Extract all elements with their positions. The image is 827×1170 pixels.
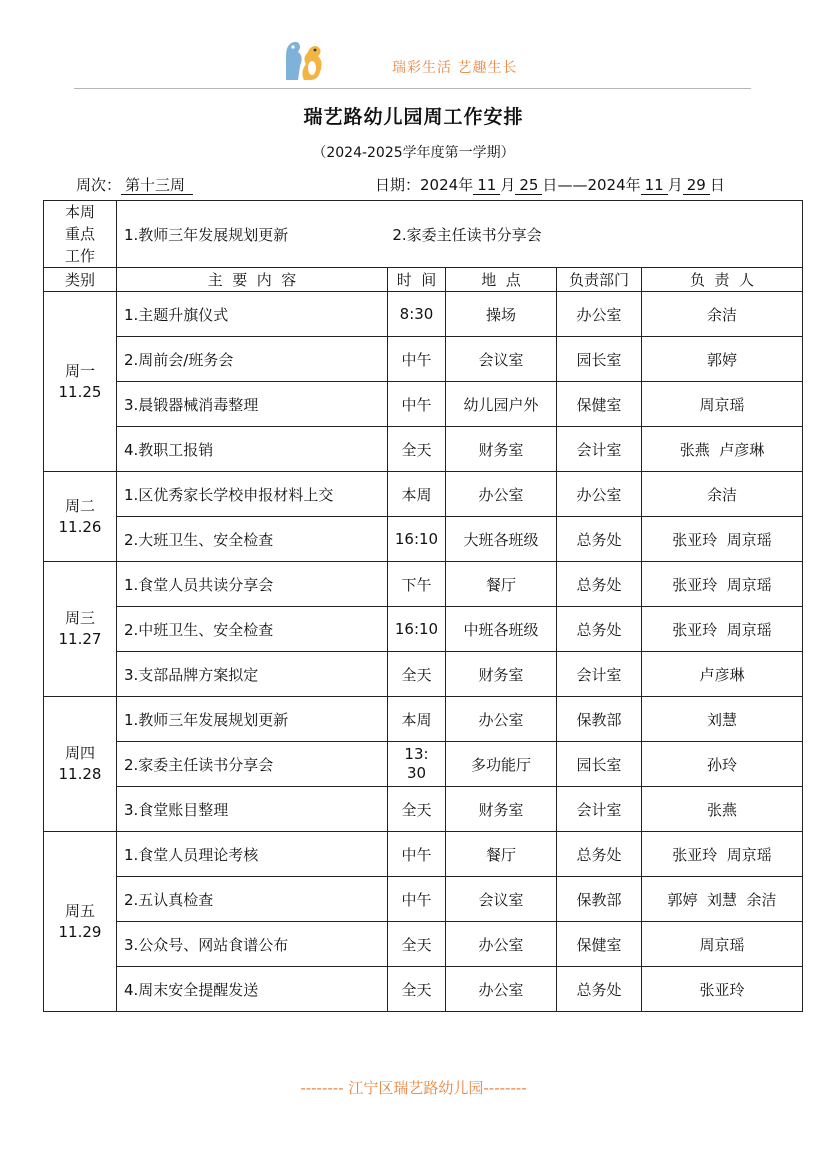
task-dept: 园长室 xyxy=(557,337,642,382)
table-row xyxy=(44,517,803,562)
task-person: 张亚玲 xyxy=(642,967,803,1012)
task-dept: 会计室 xyxy=(557,787,642,832)
task-place: 财务室 xyxy=(446,427,557,472)
day-date: 11.29 xyxy=(58,922,102,941)
day-name: 周一 xyxy=(64,361,95,380)
semester-subtitle: （2024-2025学年度第一学期） xyxy=(312,145,515,161)
task-person: 郭婷 xyxy=(642,337,803,382)
task-dept: 保教部 xyxy=(557,877,642,922)
table-row xyxy=(44,832,803,877)
task-content: 3.公众号、网站食谱公布 xyxy=(117,922,388,967)
day-name: 周三 xyxy=(64,609,95,627)
task-person: 张燕 xyxy=(642,787,803,832)
table-header-row xyxy=(44,268,803,292)
header-content: 主 要 内 容 xyxy=(117,268,388,292)
task-place: 财务室 xyxy=(446,652,557,697)
task-content: 4.周末安全提醒发送 xyxy=(117,967,388,1012)
table-row xyxy=(44,742,803,787)
start-day: 25 xyxy=(515,176,542,195)
task-content: 1.主题升旗仪式 xyxy=(117,292,388,337)
task-time: 16:10 xyxy=(388,607,446,652)
task-place: 多功能厅 xyxy=(446,742,557,787)
task-place: 幼儿园户外 xyxy=(446,382,557,427)
task-time: 中午 xyxy=(388,382,446,427)
task-place: 办公室 xyxy=(446,472,557,517)
header-divider xyxy=(74,88,751,89)
month-char: 月 xyxy=(667,176,683,194)
task-time: 中午 xyxy=(388,832,446,877)
task-dept: 办公室 xyxy=(557,472,642,517)
day-cell xyxy=(44,832,117,1012)
task-content: 1.食堂人员理论考核 xyxy=(117,832,388,877)
task-time: 本周 xyxy=(388,472,446,517)
school-slogan: 瑞彩生活 艺趣生长 xyxy=(392,60,518,76)
day-date: 11.25 xyxy=(58,382,102,401)
task-person: 张亚玲 周京瑶 xyxy=(642,562,803,607)
task-content: 2.周前会/班务会 xyxy=(117,337,388,382)
table-row xyxy=(44,292,803,337)
day-cell xyxy=(44,697,117,832)
task-content: 1.食堂人员共读分享会 xyxy=(117,562,388,607)
task-time: 本周 xyxy=(388,697,446,742)
task-time-line: 30 xyxy=(406,764,427,782)
table-row xyxy=(44,877,803,922)
task-time: 全天 xyxy=(388,922,446,967)
focus-label-line: 工作 xyxy=(64,247,95,265)
task-time: 全天 xyxy=(388,427,446,472)
table-row xyxy=(44,382,803,427)
footer-school-name: -------- 江宁区瑞艺路幼儿园-------- xyxy=(300,1079,527,1097)
day-name: 周二 xyxy=(64,496,95,515)
header-place: 地 点 xyxy=(446,268,557,292)
task-place: 办公室 xyxy=(446,967,557,1012)
table-row xyxy=(44,967,803,1012)
header-category: 类别 xyxy=(44,268,117,292)
task-content: 2.五认真检查 xyxy=(117,877,388,922)
day-cell xyxy=(44,292,117,472)
task-time xyxy=(388,742,446,787)
task-dept: 保教部 xyxy=(557,697,642,742)
task-dept: 总务处 xyxy=(557,517,642,562)
task-person: 余洁 xyxy=(642,472,803,517)
week-value: 第十三周 xyxy=(121,176,193,195)
range-separator: —— xyxy=(557,176,588,194)
focus-label-line: 本周 xyxy=(64,203,95,221)
table-row xyxy=(44,922,803,967)
task-place: 中班各班级 xyxy=(446,607,557,652)
start-month: 11 xyxy=(473,176,500,195)
day-date: 11.27 xyxy=(58,630,102,648)
task-dept: 会计室 xyxy=(557,427,642,472)
task-dept: 保健室 xyxy=(557,382,642,427)
task-content: 2.中班卫生、安全检查 xyxy=(117,607,388,652)
task-content: 3.支部品牌方案拟定 xyxy=(117,652,388,697)
task-content: 3.晨锻器械消毒整理 xyxy=(117,382,388,427)
task-content: 1.区优秀家长学校申报材料上交 xyxy=(117,472,388,517)
focus-row xyxy=(44,201,803,268)
task-time: 中午 xyxy=(388,337,446,382)
year-char: 年 xyxy=(458,176,474,194)
task-place: 餐厅 xyxy=(446,562,557,607)
week-info xyxy=(76,174,193,195)
end-day: 29 xyxy=(683,176,710,195)
task-content: 2.大班卫生、安全检查 xyxy=(117,517,388,562)
task-place: 财务室 xyxy=(446,787,557,832)
date-range xyxy=(375,174,725,195)
task-dept: 园长室 xyxy=(557,742,642,787)
focus-item: 2.家委主任读书分享会 xyxy=(392,225,542,244)
table-row xyxy=(44,472,803,517)
day-name: 周五 xyxy=(64,901,95,920)
task-person: 周京瑶 xyxy=(642,922,803,967)
task-time: 全天 xyxy=(388,787,446,832)
task-dept: 总务处 xyxy=(557,607,642,652)
weekly-schedule-table xyxy=(43,200,803,1012)
task-time: 16:10 xyxy=(388,517,446,562)
table-row xyxy=(44,787,803,832)
task-place: 办公室 xyxy=(446,697,557,742)
task-dept: 总务处 xyxy=(557,832,642,877)
day-date: 11.28 xyxy=(58,765,102,783)
day-char: 日 xyxy=(709,176,725,194)
task-place: 大班各班级 xyxy=(446,517,557,562)
task-place: 办公室 xyxy=(446,922,557,967)
task-person: 张亚玲 周京瑶 xyxy=(642,832,803,877)
task-person: 周京瑶 xyxy=(642,382,803,427)
focus-label xyxy=(44,201,117,268)
task-time: 全天 xyxy=(388,652,446,697)
table-row xyxy=(44,652,803,697)
task-person: 张燕 卢彦琳 xyxy=(642,427,803,472)
day-cell xyxy=(44,562,117,697)
table-row xyxy=(44,427,803,472)
task-person: 张亚玲 周京瑶 xyxy=(642,517,803,562)
header-dept: 负责部门 xyxy=(557,268,642,292)
table-row xyxy=(44,337,803,382)
focus-item: 1.教师三年发展规划更新 xyxy=(124,225,289,244)
task-place: 餐厅 xyxy=(446,832,557,877)
task-dept: 办公室 xyxy=(557,292,642,337)
year-char: 年 xyxy=(625,176,641,194)
page-title: 瑞艺路幼儿园周工作安排 xyxy=(303,106,524,128)
task-dept: 总务处 xyxy=(557,562,642,607)
task-place: 操场 xyxy=(446,292,557,337)
task-place: 会议室 xyxy=(446,877,557,922)
task-dept: 总务处 xyxy=(557,967,642,1012)
end-year: 2024 xyxy=(587,176,626,194)
day-char: 日 xyxy=(542,176,558,194)
task-person: 孙玲 xyxy=(642,742,803,787)
table-row xyxy=(44,562,803,607)
date-label: 日期： xyxy=(375,176,421,194)
task-person: 刘慧 xyxy=(642,697,803,742)
task-dept: 会计室 xyxy=(557,652,642,697)
kindergarten-logo xyxy=(280,38,328,82)
task-content: 2.家委主任读书分享会 xyxy=(117,742,388,787)
task-time: 8:30 xyxy=(388,292,446,337)
day-date: 11.26 xyxy=(58,517,102,536)
focus-label-line: 重点 xyxy=(64,225,95,243)
table-row xyxy=(44,697,803,742)
task-content: 4.教职工报销 xyxy=(117,427,388,472)
day-name: 周四 xyxy=(64,744,95,762)
task-time: 中午 xyxy=(388,877,446,922)
task-person: 张亚玲 周京瑶 xyxy=(642,607,803,652)
task-content: 1.教师三年发展规划更新 xyxy=(117,697,388,742)
task-time: 下午 xyxy=(388,562,446,607)
end-month: 11 xyxy=(641,176,668,195)
header-time: 时 间 xyxy=(388,268,446,292)
task-person: 余洁 xyxy=(642,292,803,337)
task-time: 全天 xyxy=(388,967,446,1012)
header-person: 负 责 人 xyxy=(642,268,803,292)
task-time-line: 13: xyxy=(404,745,429,763)
task-person: 郭婷 刘慧 余洁 xyxy=(642,877,803,922)
task-content: 3.食堂账目整理 xyxy=(117,787,388,832)
week-label: 周次： xyxy=(76,176,122,194)
task-person: 卢彦琳 xyxy=(642,652,803,697)
start-year: 2024 xyxy=(420,176,459,194)
task-dept: 保健室 xyxy=(557,922,642,967)
month-char: 月 xyxy=(500,176,516,194)
focus-items xyxy=(117,201,803,268)
day-cell xyxy=(44,472,117,562)
task-place: 会议室 xyxy=(446,337,557,382)
table-row xyxy=(44,607,803,652)
